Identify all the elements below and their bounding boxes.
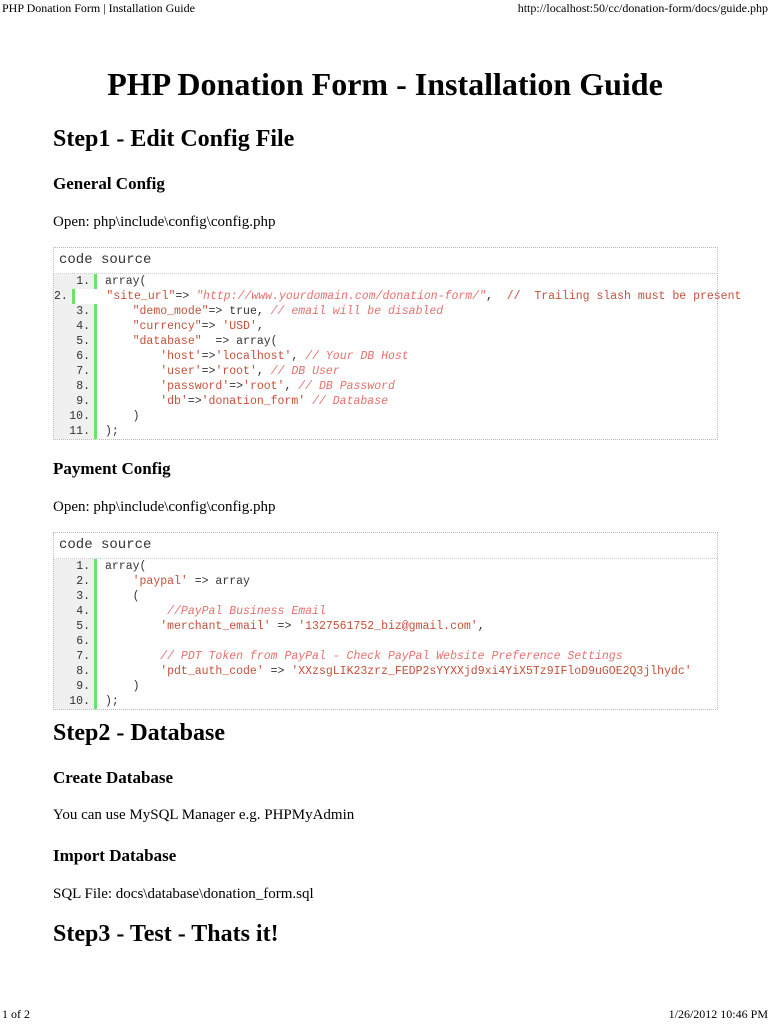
code-block-title[interactable]: code source <box>54 248 717 274</box>
code-line <box>54 394 717 409</box>
print-timestamp: 1/26/2012 10:46 PM <box>668 1007 768 1021</box>
code-text: 'db'=>'donation_form' // Database <box>160 395 388 408</box>
gutter-bar <box>94 424 101 439</box>
line-number: 7. <box>54 364 94 379</box>
code-line <box>54 559 717 574</box>
code-line <box>54 289 742 304</box>
code-text: 'host'=>'localhost', // Your DB Host <box>160 350 409 363</box>
code-text: 'paypal' => array <box>132 575 250 588</box>
page-number: 1 of 2 <box>2 1007 30 1021</box>
code-text: "currency"=> 'USD', <box>132 320 264 333</box>
code-lines <box>54 274 742 439</box>
print-header <box>2 0 768 18</box>
code-line <box>54 604 717 619</box>
gutter-bar <box>94 574 101 589</box>
line-number: 7. <box>54 649 94 664</box>
header-page-title: PHP Donation Form | Installation Guide <box>2 1 195 15</box>
line-number: 9. <box>54 394 94 409</box>
code-text: 'user'=>'root', // DB User <box>160 365 340 378</box>
line-number: 2. <box>54 574 94 589</box>
code-line <box>54 619 717 634</box>
code-text: ( <box>105 590 140 603</box>
code-text: array( <box>105 560 147 573</box>
code-text: //PayPal Business Email <box>167 605 326 618</box>
code-text: "site_url"=> "http://www.yourdomain.com/donation-form/", // Trailing slash must be present <box>106 290 742 303</box>
line-number: 2. <box>54 289 72 304</box>
line-number: 10. <box>54 409 94 424</box>
line-number: 3. <box>54 304 94 319</box>
gutter-bar <box>94 589 101 604</box>
code-text: // PDT Token from PayPal - Check PayPal Website Preference Settings <box>160 650 623 663</box>
gutter-bar <box>94 649 101 664</box>
payment-config-code-block <box>53 532 718 710</box>
line-number: 8. <box>54 664 94 679</box>
code-line <box>54 409 717 424</box>
code-block-title[interactable]: code source <box>54 533 717 559</box>
code-line <box>54 694 717 709</box>
gutter-bar <box>94 319 101 334</box>
code-text: ) <box>105 680 140 693</box>
gutter-bar <box>94 694 101 709</box>
payment-config-open-path: Open: php\include\config\config.php <box>53 499 276 515</box>
line-number: 4. <box>54 319 94 334</box>
line-number: 10. <box>54 694 94 709</box>
code-line <box>54 379 717 394</box>
page-title: PHP Donation Form - Installation Guide <box>107 66 663 102</box>
line-number: 6. <box>54 634 94 649</box>
gutter-bar <box>94 604 101 619</box>
step1-heading: Step1 - Edit Config File <box>53 126 295 152</box>
code-text: 'pdt_auth_code' => 'XXzsgLIK23zrz_FEDP2sYYXXjd9xi4YiX5Tz9IFloD9uGOE2Q3jlhydc' <box>160 665 692 678</box>
gutter-bar <box>94 664 101 679</box>
code-line <box>54 574 717 589</box>
gutter-bar <box>94 379 101 394</box>
gutter-bar <box>94 634 101 649</box>
gutter-bar <box>94 619 101 634</box>
code-line <box>54 319 717 334</box>
code-line <box>54 364 717 379</box>
line-number: 6. <box>54 349 94 364</box>
gutter-bar <box>94 349 101 364</box>
general-config-code-block <box>53 247 742 440</box>
code-text: 'password'=>'root', // DB Password <box>160 380 395 393</box>
gutter-bar <box>94 334 101 349</box>
code-text: "demo_mode"=> true, // email will be disabled <box>132 305 444 318</box>
gutter-bar <box>94 304 101 319</box>
line-number: 4. <box>54 604 94 619</box>
line-number: 1. <box>54 559 94 574</box>
gutter-bar <box>94 409 101 424</box>
code-line <box>54 634 717 649</box>
code-line <box>54 664 717 679</box>
print-footer <box>2 1006 768 1022</box>
general-config-heading: General Config <box>53 174 165 193</box>
code-line <box>54 334 717 349</box>
code-lines <box>54 559 717 709</box>
payment-config-heading: Payment Config <box>53 459 171 478</box>
code-text: "database" => array( <box>132 335 278 348</box>
code-line <box>54 679 717 694</box>
code-line <box>54 424 717 439</box>
code-text: 'merchant_email' => '1327561752_biz@gmail.com', <box>160 620 485 633</box>
line-number: 5. <box>54 619 94 634</box>
create-database-text: You can use MySQL Manager e.g. PHPMyAdmin <box>53 807 355 823</box>
line-number: 11. <box>54 424 94 439</box>
code-text: ); <box>105 695 119 708</box>
code-line <box>54 274 717 289</box>
gutter-bar <box>72 289 75 304</box>
line-number: 9. <box>54 679 94 694</box>
line-number: 1. <box>54 274 94 289</box>
code-line <box>54 349 717 364</box>
import-database-heading: Import Database <box>53 846 177 865</box>
line-number: 3. <box>54 589 94 604</box>
gutter-bar <box>94 679 101 694</box>
code-line <box>54 589 717 604</box>
gutter-bar <box>94 559 101 574</box>
code-text: ) <box>105 410 140 423</box>
step2-heading: Step2 - Database <box>53 720 225 746</box>
import-database-text: SQL File: docs\database\donation_form.sql <box>53 886 314 902</box>
gutter-bar <box>94 274 101 289</box>
create-database-heading: Create Database <box>53 768 174 787</box>
line-number: 5. <box>54 334 94 349</box>
gutter-bar <box>94 364 101 379</box>
header-url[interactable]: http://localhost:50/cc/donation-form/docs/guide.php <box>517 1 768 15</box>
code-line <box>54 304 717 319</box>
code-line <box>54 649 717 664</box>
general-config-open-path: Open: php\include\config\config.php <box>53 214 276 230</box>
gutter-bar <box>94 394 101 409</box>
code-text: ); <box>105 425 119 438</box>
line-number: 8. <box>54 379 94 394</box>
code-text: array( <box>105 275 147 288</box>
step3-heading: Step3 - Test - Thats it! <box>53 921 279 947</box>
